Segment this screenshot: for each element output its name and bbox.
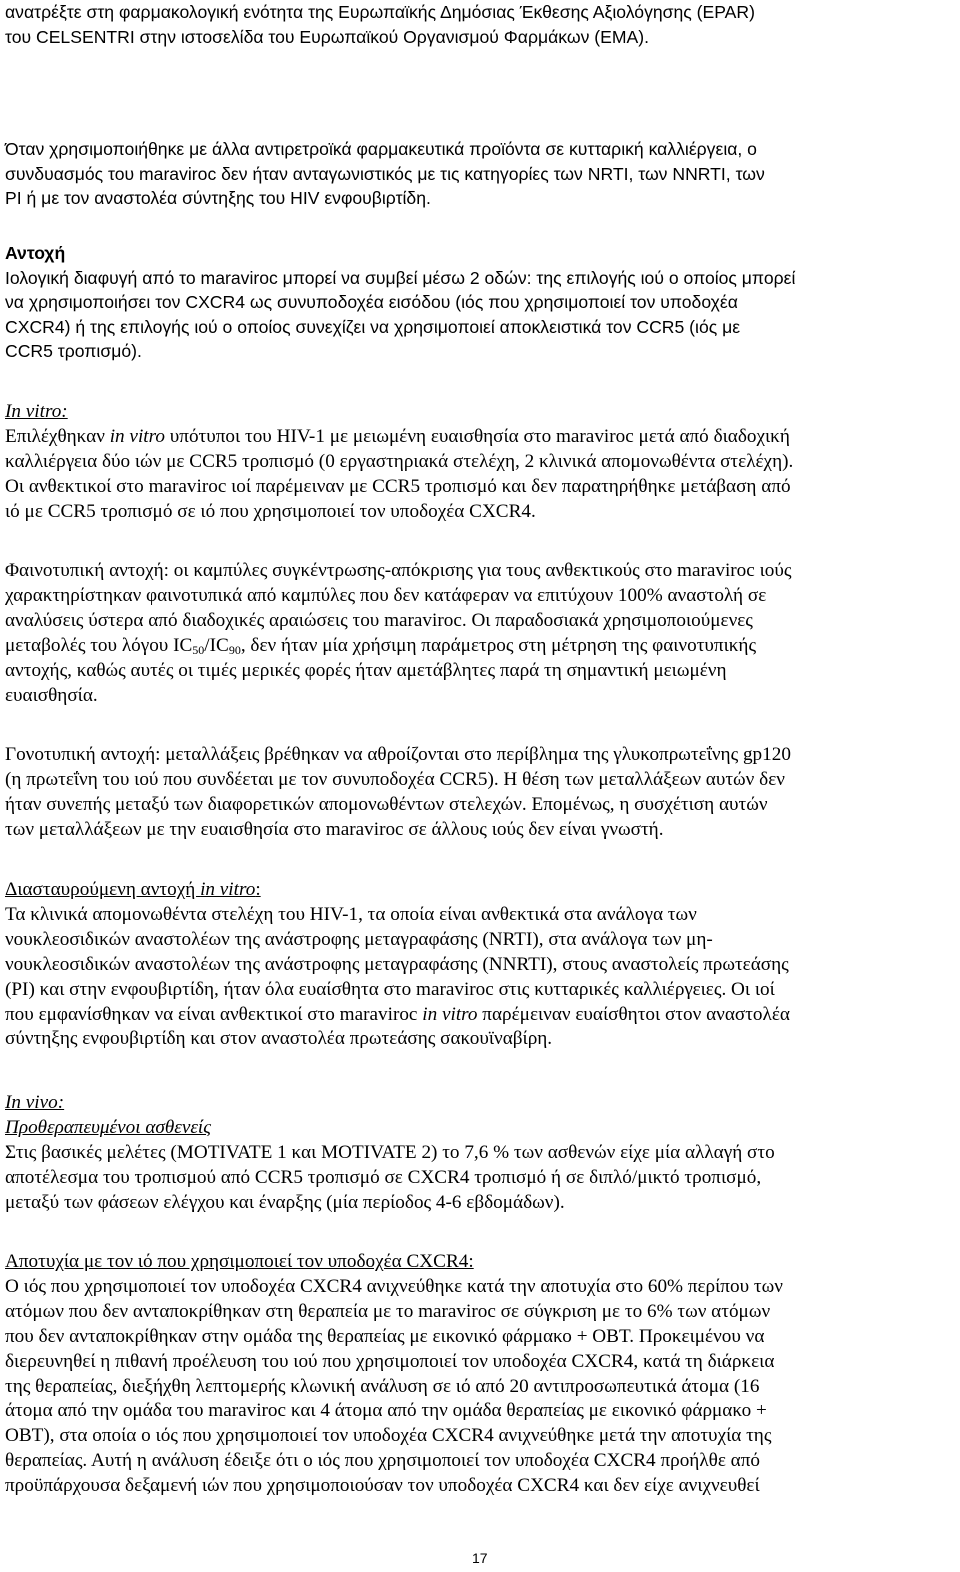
text-line: αντοχής, καθώς αυτές οι τιμές μερικές φορές ήταν αμετάβλητες παρά τη σημαντική μειωμένη	[5, 659, 727, 681]
section-heading: Αντοχή	[5, 243, 66, 263]
text-line: αποτέλεσμα του τροπισμού από CCR5 τροπισμό σε CXCR4 τροπισμό ή σε διπλό/μικτό τροπισμό,	[5, 1166, 762, 1188]
text-line: μεταβολές του λόγου $IC_{50}/IC_{90}$, δεν ήταν μία χρήσιμη παράμετρος στη μέτρηση της φαινοτυπικής	[5, 634, 757, 657]
section-heading: In vivo:	[5, 1092, 65, 1113]
text-line: νουκλεοσιδικών αναστολέων της ανάστροφης μεταγραφάσης (NRTI), στα ανάλογα των μη-	[5, 928, 713, 950]
text-line: ιό με CCR5 τροπισμό σε ιό που χρησιμοποιεί τον υποδοχέα CXCR4.	[5, 500, 536, 522]
text-line: των μεταλλάξεων με την ευαισθησία στο maraviroc σε άλλους ιούς δεν είναι γνωστή.	[5, 818, 664, 840]
text-line: Όταν χρησιμοποιήθηκε με άλλα αντιρετροϊκά φαρμακευτικά προϊόντα σε κυτταρική καλλιέργεια, ο	[5, 139, 757, 159]
text-line: άτομα από την ομάδα του maraviroc και 4 άτομα από την ομάδα θεραπείας με εικονικό φάρμακο +	[5, 1400, 767, 1422]
text-line: που εμφανίσθηκαν να είναι ανθεκτικοί στο maraviroc in vitro παρέμειναν ευαίσθητοι στον αναστολέα	[5, 1003, 790, 1025]
text-line: Στις βασικές μελέτες (MOTIVATE 1 και MOTIVATE 2) το 7,6 % των ασθενών είχε μία αλλαγή στο	[5, 1141, 775, 1163]
text-line: PI ή με τον αναστολέα σύντηξης του HIV ενφουβιρτίδη.	[5, 188, 431, 208]
section-heading: In vitro:	[5, 401, 68, 422]
section-heading: Αποτυχία με τον ιό που χρησιμοποιεί τον υποδοχέα CXCR4:	[5, 1251, 474, 1272]
text-line: Γονοτυπική αντοχή: μεταλλάξεις βρέθηκαν να αθροίζονται στο περίβλημα της γλυκοπρωτεΐνης gp120	[5, 744, 791, 765]
text-line: Φαινοτυπική αντοχή: οι καμπύλες συγκέντρωσης-απόκρισης για τους ανθεκτικούς στο maraviroc ιούς	[5, 560, 792, 581]
text-line: Ο ιός που χρησιμοποιεί τον υποδοχέα CXCR4 ανιχνεύθηκε κατά την αποτυχία στο 60% περίπου των	[5, 1275, 783, 1297]
text-line: Επιλέχθηκαν in vitro υπότυποι του HIV-1 με μειωμένη ευαισθησία στο maraviroc μετά από διαδοχική	[5, 425, 790, 447]
text-line: να χρησιμοποιήσει τον CXCR4 ως συνυποδοχέα εισόδου (ιός που χρησιμοποιεί τον υποδοχέα	[5, 292, 738, 312]
text-line: Οι ανθεκτικοί στο maraviroc ιοί παρέμειναν με CCR5 τροπισμό και δεν παρατηρήθηκε μετάβαση από	[5, 475, 791, 497]
text-line: ατόμων που δεν ανταποκρίθηκαν στη θεραπεία με το maraviroc σε σύγκριση με το 6% των ατόμων	[5, 1300, 771, 1322]
text-line: CCR5 τροπισμό).	[5, 341, 142, 361]
text-line: Ιολογική διαφυγή από το maraviroc μπορεί να συμβεί μέσω 2 οδών: της επιλογής ιού ο οποίος μπορεί	[5, 267, 796, 288]
cross-resistance-section	[5, 878, 790, 1052]
text-line: ανατρέξτε στη φαρμακολογική ενότητα της Ευρωπαϊκής Δημόσιας Έκθεσης Αξιολόγησης (EPAR)	[5, 2, 755, 22]
combination-paragraph	[5, 137, 765, 211]
text-line: (η πρωτεΐνη του ιού που συνδέεται με τον συνυποδοχέα CCR5). Η θέση των μεταλλάξεων αυτών δεν	[5, 768, 785, 790]
text-line: Τα κλινικά απομονωθέντα στελέχη του HIV-1, τα οποία είναι ανθεκτικά στα ανάλογα των	[5, 903, 697, 925]
genotypic-paragraph	[5, 743, 791, 843]
text-line: θεραπείας. Αυτή η ανάλυση έδειξε ότι ο ιός που χρησιμοποιεί τον υποδοχέα CXCR4 προήλθε από	[5, 1450, 761, 1472]
text-line: σύντηξης ενφουβιρτίδη και στον αναστολέα πρωτεάσης σακουϊναβίρη.	[5, 1028, 553, 1050]
failure-section	[5, 1250, 783, 1499]
text-line: μεταξύ των φάσεων ελέγχου και έναρξης (μία περίοδος 4-6 εβδομάδων).	[5, 1191, 565, 1213]
intro-paragraph	[5, 0, 755, 49]
text-line: (PI) και στην ενφουβιρτίδη, ήταν όλα ευαίσθητα στο maraviroc στις κυτταρικές καλλιέργειες. Οι ιοί	[5, 978, 775, 1000]
text-line: διερευνηθεί η πιθανή προέλευση του ιού που χρησιμοποιεί τον υποδοχέα CXCR4, κατά τη διάρκεια	[5, 1350, 775, 1372]
section-heading: Διασταυρούμενη αντοχή in vitro:	[5, 879, 261, 900]
subsection-heading: Προθεραπευμένοι ασθενείς	[5, 1116, 212, 1138]
in-vitro-section	[5, 400, 793, 525]
text-line: OBT), στα οποία ο ιός που χρησιμοποιεί τον υποδοχέα CXCR4 ανιχνεύθηκε μετά την αποτυχία της	[5, 1425, 772, 1447]
page-number: 17	[472, 1550, 488, 1566]
text-line: ήταν συνεπής μεταξύ των διαφορετικών απομονωθέντων στελεχών. Επομένως, η συσχέτιση αυτών	[5, 793, 768, 815]
text-line: ευαισθησία.	[5, 684, 98, 706]
text-line: συνδυασμός του maravirοc δεν ήταν ανταγωνιστικός με τις κατηγορίες των NRTI, των NNRTI, των	[5, 163, 765, 184]
text-line: CXCR4) ή της επιλογής ιού ο οποίος συνεχίζει να χρησιμοποιεί αποκλειστικά τον CCR5 (ιός με	[5, 316, 741, 337]
text-line: προϋπάρχουσα δεξαμενή ιών που χρησιμοποιούσαν τον υποδοχέα CXCR4 και δεν είχε ανιχνευθεί	[5, 1475, 760, 1497]
text-line: του CELSENTRI στην ιστοσελίδα του Ευρωπαϊκού Οργανισμού Φαρμάκων (EMA).	[5, 26, 650, 47]
in-vivo-section	[5, 1091, 775, 1216]
text-line: αναλύσεις ύστερα από διαδοχικές αραιώσεις του maraviroc. Οι παραδοσιακά χρησιμοποιούμενες	[5, 609, 753, 631]
text-line: της θεραπείας, διεξήχθη λεπτομερής κλωνική ανάλυση σε ιό από 20 αντιπροσωπευτικά άτομα (16	[5, 1375, 760, 1397]
text-line: που δεν ανταποκρίθηκαν στην ομάδα της θεραπείας με εικονικό φάρμακο + OBT. Προκειμένου να	[5, 1325, 765, 1347]
resistance-section	[5, 241, 795, 364]
text-line: χαρακτηρίστηκαν φαινοτυπικά από καμπύλες που δεν κατάφεραν να επιτύχουν 100% αναστολή σε	[5, 584, 767, 606]
phenotypic-paragraph	[5, 559, 791, 708]
text-line: καλλιέργεια δύο ιών με CCR5 τροπισμό (0 εργαστηριακά στελέχη, 2 κλινικά απομονωθέντα στελέχη).	[5, 450, 794, 472]
text-line: νουκλεοσιδικών αναστολέων της ανάστροφης μεταγραφάσης (NNRTI), στους αναστολείς πρωτεάσης	[5, 953, 789, 975]
